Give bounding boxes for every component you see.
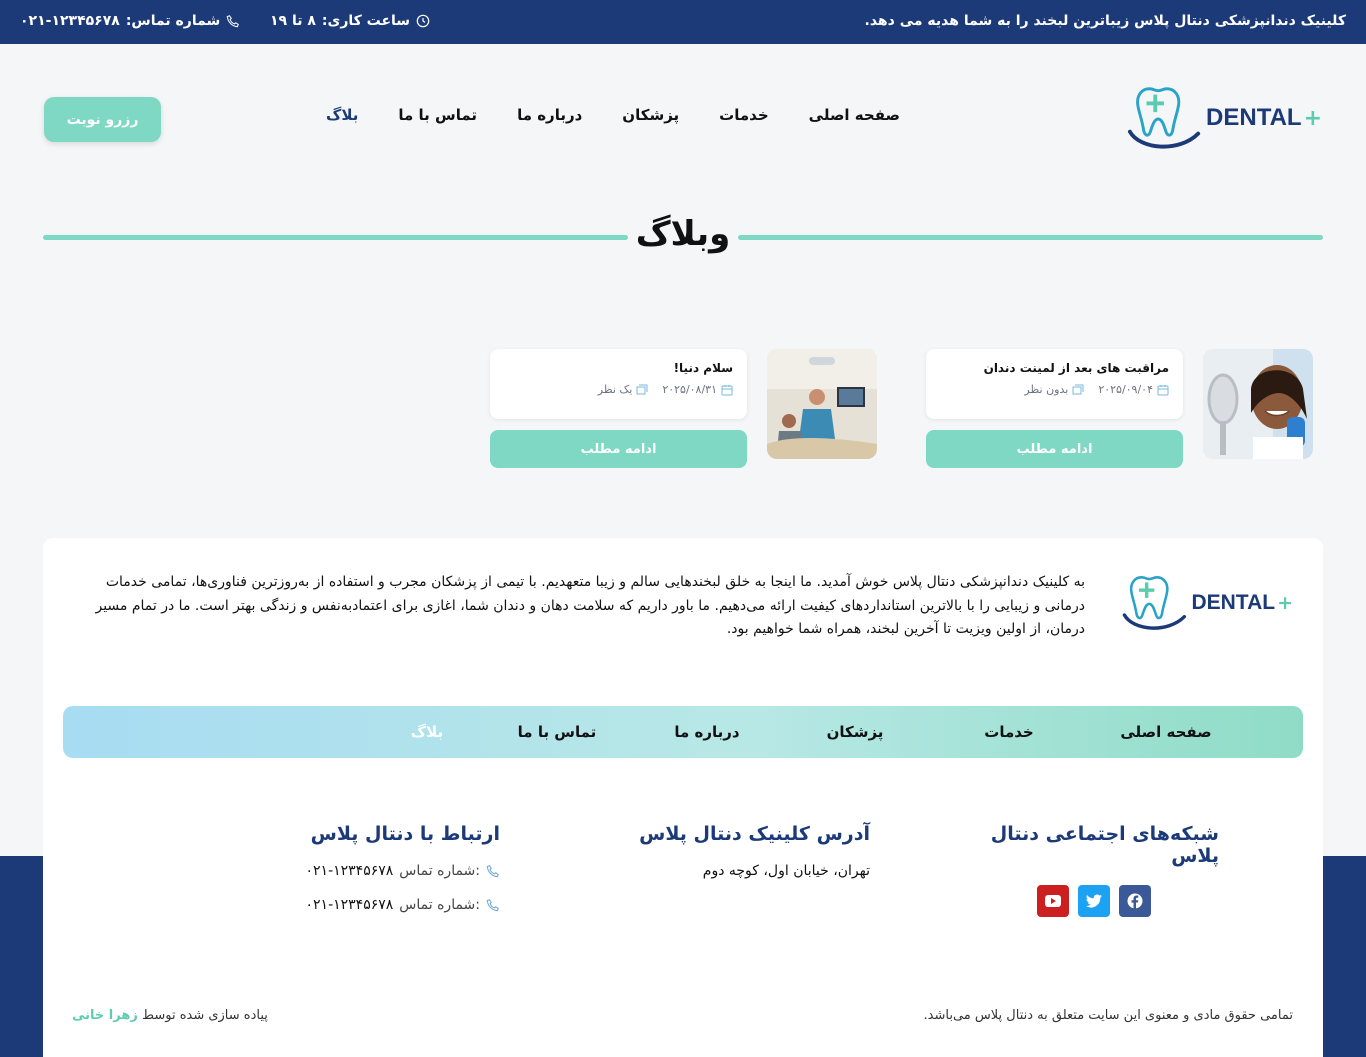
- footer-nav: [63, 706, 1303, 758]
- post-thumbnail[interactable]: [1203, 349, 1313, 459]
- clock-icon: [416, 14, 430, 28]
- nav-item-services[interactable]: خدمات: [719, 106, 769, 124]
- site-logo[interactable]: [1126, 80, 1322, 156]
- nav-item-home[interactable]: صفحه اصلی: [808, 106, 900, 124]
- footer-logo[interactable]: [1121, 568, 1293, 638]
- address-text: تهران، خیابان اول، کوچه دوم: [702, 863, 870, 879]
- facebook-icon[interactable]: [1119, 885, 1151, 917]
- post-date-text: ۲۰۲۵/۰۹/۰۴: [1098, 383, 1153, 396]
- contact-column: [270, 823, 500, 913]
- comments-icon: [1072, 384, 1084, 396]
- social-column: [969, 823, 1219, 917]
- phone-icon: [486, 898, 500, 912]
- footer-nav-item-blog[interactable]: بلاگ: [410, 723, 444, 741]
- hours-label: ساعت کاری:: [321, 13, 411, 29]
- title-divider-left: [43, 235, 628, 240]
- nav-item-contact[interactable]: تماس با ما: [398, 106, 478, 124]
- post-comments: [1024, 383, 1084, 396]
- post-card: [926, 349, 1183, 419]
- promo-text: کلینیک دندانپزشکی دنتال پلاس زیباترین لبخند را به شما هدیه می دهد.: [864, 13, 1346, 29]
- address-title: آدرس کلینیک دنتال پلاس: [639, 823, 870, 845]
- nav-item-about[interactable]: درباره ما: [517, 106, 583, 124]
- site-header: [0, 44, 1366, 194]
- post-date: [1098, 383, 1169, 396]
- contact-phone-line[interactable]: [270, 897, 500, 913]
- post-image-smile: [1203, 349, 1313, 459]
- copyright-text: تمامی حقوق مادی و معنوی این سایت متعلق به دنتال پلاس می‌باشد.: [923, 1008, 1293, 1023]
- read-more-button[interactable]: ادامه مطلب: [490, 430, 747, 468]
- footer-nav-item-doctors[interactable]: پزشکان: [826, 723, 884, 741]
- address-line: [610, 863, 870, 879]
- contact-phone-label: شماره تماس:: [399, 897, 480, 913]
- brand-plus: +: [1277, 592, 1293, 614]
- phone-label: شماره تماس:: [125, 13, 221, 29]
- footer-about-text: به کلینیک دندانپزشکی دنتال پلاس خوش آمدید. ما اینجا به خلق لبخندهایی سالم و زیبا متعهدیم. با تیمی از پزشکان مجرب و استفاده از به‌روزترین فناوری‌ها، تمامی خدمات درمانی و زیبایی را با بالاترین استانداردهای کیفیت ارائه می‌دهیم. ما باور داریم که سلامت دهان و دندان شما، اغازی برای اعتمادبه‌نفس و زندگی بهتر است. ما در تمام مسیر درمان، از اولین ویزیت تا آخرین لبخند، همراه شما خواهیم بود.: [95, 574, 1085, 637]
- nav-item-doctors[interactable]: پزشکان: [622, 106, 680, 124]
- tooth-logo-icon: [1121, 569, 1189, 637]
- footer-nav-item-contact[interactable]: تماس با ما: [517, 723, 597, 741]
- post-comments-text: یک نظر: [597, 383, 633, 396]
- post-title[interactable]: سلام دنیا!: [673, 361, 733, 375]
- address-column: [610, 823, 870, 879]
- main-nav: [326, 106, 900, 124]
- top-bar: [0, 0, 1366, 44]
- post-meta: [940, 383, 1169, 396]
- credit-author-link[interactable]: زهرا خانی: [72, 1008, 138, 1023]
- post-card: [490, 349, 747, 419]
- contact-title: ارتباط با دنتال پلاس: [310, 823, 500, 845]
- nav-item-blog[interactable]: بلاگ: [326, 106, 359, 124]
- contact-phone-value: ۰۲۱-۱۲۳۴۵۶۷۸: [305, 897, 394, 913]
- calendar-icon: [1157, 384, 1169, 396]
- blog-post: [926, 349, 1313, 469]
- top-phone[interactable]: [20, 13, 240, 29]
- page-title: وبلاگ: [635, 214, 731, 254]
- footer-nav-item-about[interactable]: درباره ما: [674, 723, 740, 741]
- read-more-button[interactable]: ادامه مطلب: [926, 430, 1183, 468]
- brand-word: DENTAL: [1206, 104, 1302, 131]
- tooth-logo-icon: [1126, 80, 1204, 156]
- youtube-icon[interactable]: [1037, 885, 1069, 917]
- post-meta: [504, 383, 733, 396]
- hours-value: ۸ تا ۱۹: [270, 13, 316, 29]
- social-title: شبکه‌های اجتماعی دنتال پلاس: [990, 823, 1219, 867]
- contact-phone-line[interactable]: [270, 863, 500, 879]
- phone-icon: [226, 14, 240, 28]
- social-links: [969, 885, 1219, 917]
- post-title[interactable]: مراقبت های بعد از لمینت دندان: [983, 361, 1169, 375]
- working-hours: [270, 13, 430, 29]
- footer-nav-item-services[interactable]: خدمات: [984, 723, 1034, 741]
- phone-value: ۰۲۱-۱۲۳۴۵۶۷۸: [20, 13, 120, 29]
- book-appointment-button[interactable]: رزرو نوبت: [44, 97, 161, 142]
- credit-prefix: پیاده سازی شده توسط: [142, 1008, 268, 1023]
- page-title-row: [43, 210, 1323, 262]
- post-date-text: ۲۰۲۵/۰۸/۳۱: [662, 383, 717, 396]
- contact-phone-label: شماره تماس:: [399, 863, 480, 879]
- twitter-icon[interactable]: [1078, 885, 1110, 917]
- post-thumbnail[interactable]: [767, 349, 877, 459]
- brand-plus: +: [1303, 105, 1322, 131]
- brand-word: DENTAL: [1191, 591, 1276, 614]
- footer-nav-item-home[interactable]: صفحه اصلی: [1120, 723, 1212, 741]
- contact-phone-value: ۰۲۱-۱۲۳۴۵۶۷۸: [305, 863, 394, 879]
- post-comments: [598, 383, 649, 396]
- site-footer: [43, 538, 1323, 1057]
- developer-credit: [72, 1008, 268, 1023]
- post-image-clinic: [767, 349, 877, 459]
- phone-icon: [486, 864, 500, 878]
- blog-post: [490, 349, 877, 469]
- post-comments-text: بدون نظر: [1024, 383, 1069, 396]
- calendar-icon: [721, 384, 733, 396]
- comments-icon: [636, 384, 648, 396]
- post-date: [662, 383, 733, 396]
